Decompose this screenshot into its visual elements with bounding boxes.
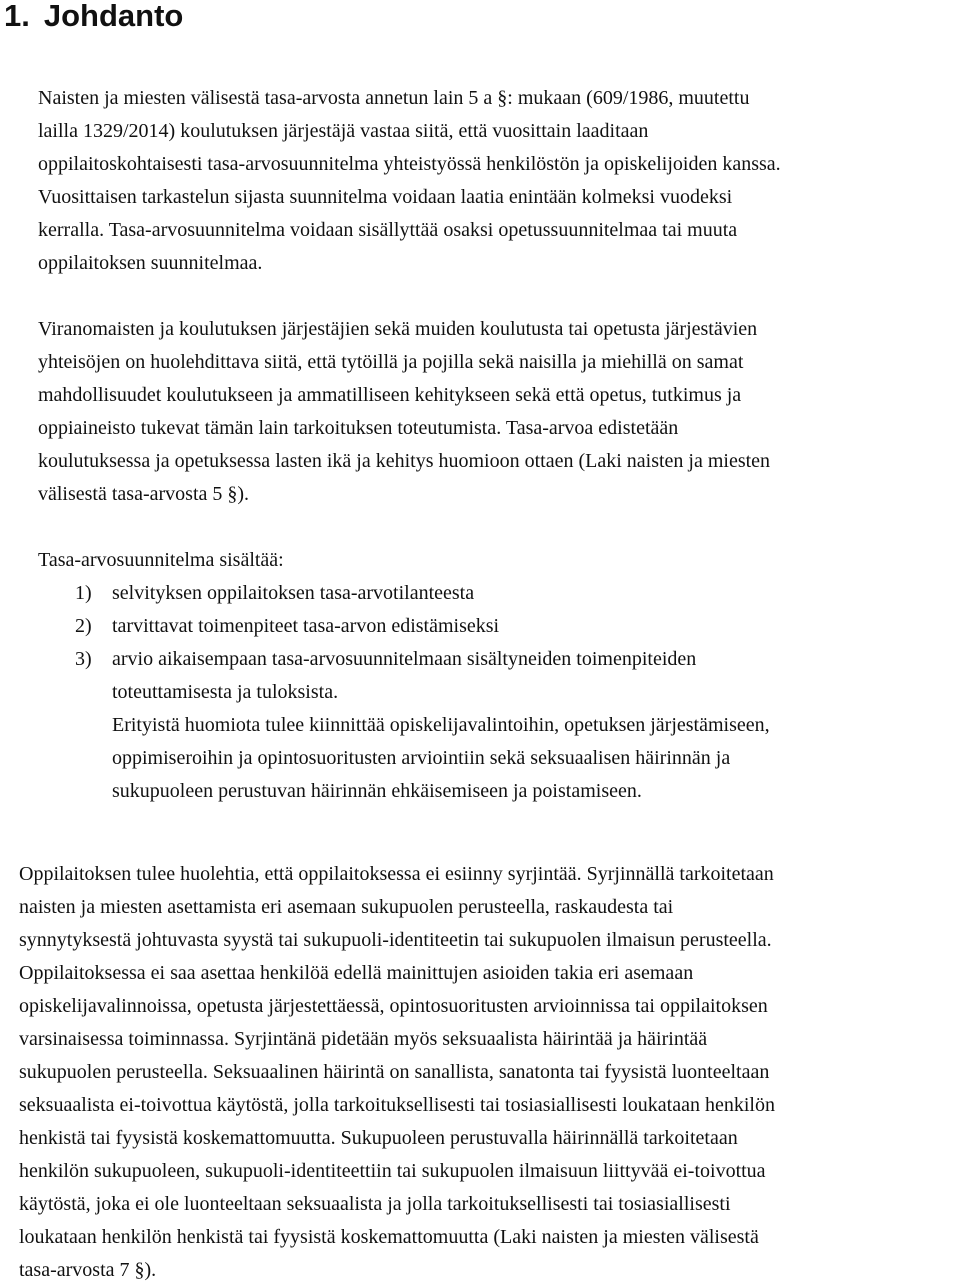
text-line: lailla 1329/2014) koulutuksen järjestäjä vastaa siitä, että vuosittain laaditaan [38,120,649,142]
contents-list [75,577,696,709]
list-item [75,577,696,610]
text-line: oppilaitoksen suunnitelmaa. [38,252,263,274]
list-item [75,643,696,709]
list-marker: 1) [75,582,92,604]
text-line: Oppilaitoksen tulee huolehtia, että oppilaitoksessa ei esiinny syrjintää. Syrjinnällä tarkoitetaan [19,863,774,885]
text-line: henkilön sukupuoleen, sukupuoli-identiteettiin tai sukupuolen ilmaisuun liittyvää ei-toivottua [19,1160,766,1182]
text-line: välisestä tasa-arvosta 5 §). [38,483,250,505]
section-heading [4,0,183,36]
section-title: Johdanto [43,0,184,33]
list-item [75,610,696,643]
text-line: Oppilaitoksessa ei saa asettaa henkilöä edellä mainittujen asioiden takia eri asemaan [19,962,694,984]
text-line: yhteisöjen on huolehdittava siitä, että tytöillä ja pojilla sekä naisilla ja miehillä on samat [38,351,744,373]
text-line: Viranomaisten ja koulutuksen järjestäjien sekä muiden koulutusta tai opetusta järjestävien [38,318,758,340]
list-marker: 3) [75,648,92,670]
text-line: kerralla. Tasa-arvosuunnitelma voidaan sisällyttää osaksi opetussuunnitelmaa tai muuta [38,219,738,241]
text-line: Tasa-arvosuunnitelma sisältää: [38,549,284,571]
list-marker: 2) [75,615,92,637]
text-line: Naisten ja miesten välisestä tasa-arvosta annetun lain 5 a §: mukaan (609/1986, muutettu [38,87,750,109]
paragraph-authorities [38,313,770,511]
text-line: seksuaalista ei-toivottua käytöstä, jolla tarkoituksellisesti tai tosiasiallisesti loukataan henkilön [19,1094,775,1116]
text-line: Vuosittaisen tarkastelun sijasta suunnitelma voidaan laatia enintään kolmeksi vuodeksi [38,186,733,208]
text-line: käytöstä, joka ei ole luonteeltaan seksuaalista ja jolla tarkoituksellisesti tai tosiasiallisesti [19,1193,731,1215]
list-item-text: toteuttamisesta ja tuloksista. [112,681,339,703]
text-line: opiskelijavalinnoissa, opetusta järjestettäessä, opintosuoritusten arvioinnissa tai oppilaitoksen [19,995,768,1017]
text-line: naisten ja miesten asettamista eri asemaan sukupuolen perusteella, raskaudesta tai [19,896,674,918]
text-line: Erityistä huomiota tulee kiinnittää opiskelijavalintoihin, opetuksen järjestämiseen, [112,714,770,736]
paragraph-discrimination [19,858,775,1287]
list-item-text: selvityksen oppilaitoksen tasa-arvotilanteesta [112,582,475,604]
text-line: oppilaitoskohtaisesti tasa-arvosuunnitelma yhteistyössä henkilöstön ja opiskelijoiden kanssa. [38,153,781,175]
text-line: loukataan henkilön henkistä tai fyysistä koskemattomuutta (Laki naisten ja miesten välisestä [19,1226,759,1248]
text-line: varsinaisessa toiminnassa. Syrjintänä pidetään myös seksuaalista häirintää ja häirintää [19,1028,708,1050]
text-line: mahdollisuudet koulutukseen ja ammatilliseen kehitykseen sekä että opetus, tutkimus ja [38,384,742,406]
list-intro [38,544,284,577]
text-line: sukupuoleen perustuvan häirinnän ehkäisemiseen ja poistamiseen. [112,780,642,802]
section-number: 1. [4,0,30,33]
text-line: oppimiseroihin ja opintosuoritusten arviointiin sekä seksuaalisen häirinnän ja [112,747,731,769]
list-note [112,709,770,808]
text-line: henkistä tai fyysistä koskemattomuutta. Sukupuoleen perustuvalla häirinnällä tarkoitetaan [19,1127,738,1149]
text-line: sukupuolen perusteella. Seksuaalinen häirintä on sanallista, sanatonta tai fyysistä luonteeltaan [19,1061,770,1083]
text-line: koulutuksessa ja opetuksessa lasten ikä ja kehitys huomioon ottaen (Laki naisten ja miesten [38,450,771,472]
text-line: synnytyksestä johtuvasta syystä tai sukupuoli-identiteetin tai sukupuolen ilmaisun perusteella. [19,929,772,951]
paragraph-intro [38,82,781,280]
list-item-text: arvio aikaisempaan tasa-arvosuunnitelmaan sisältyneiden toimenpiteiden [112,648,697,670]
list-item-text: tarvittavat toimenpiteet tasa-arvon edistämiseksi [112,615,500,637]
text-line: tasa-arvosta 7 §). [19,1259,157,1281]
text-line: oppiaineisto tukevat tämän lain tarkoituksen toteutumista. Tasa-arvoa edistetään [38,417,679,439]
